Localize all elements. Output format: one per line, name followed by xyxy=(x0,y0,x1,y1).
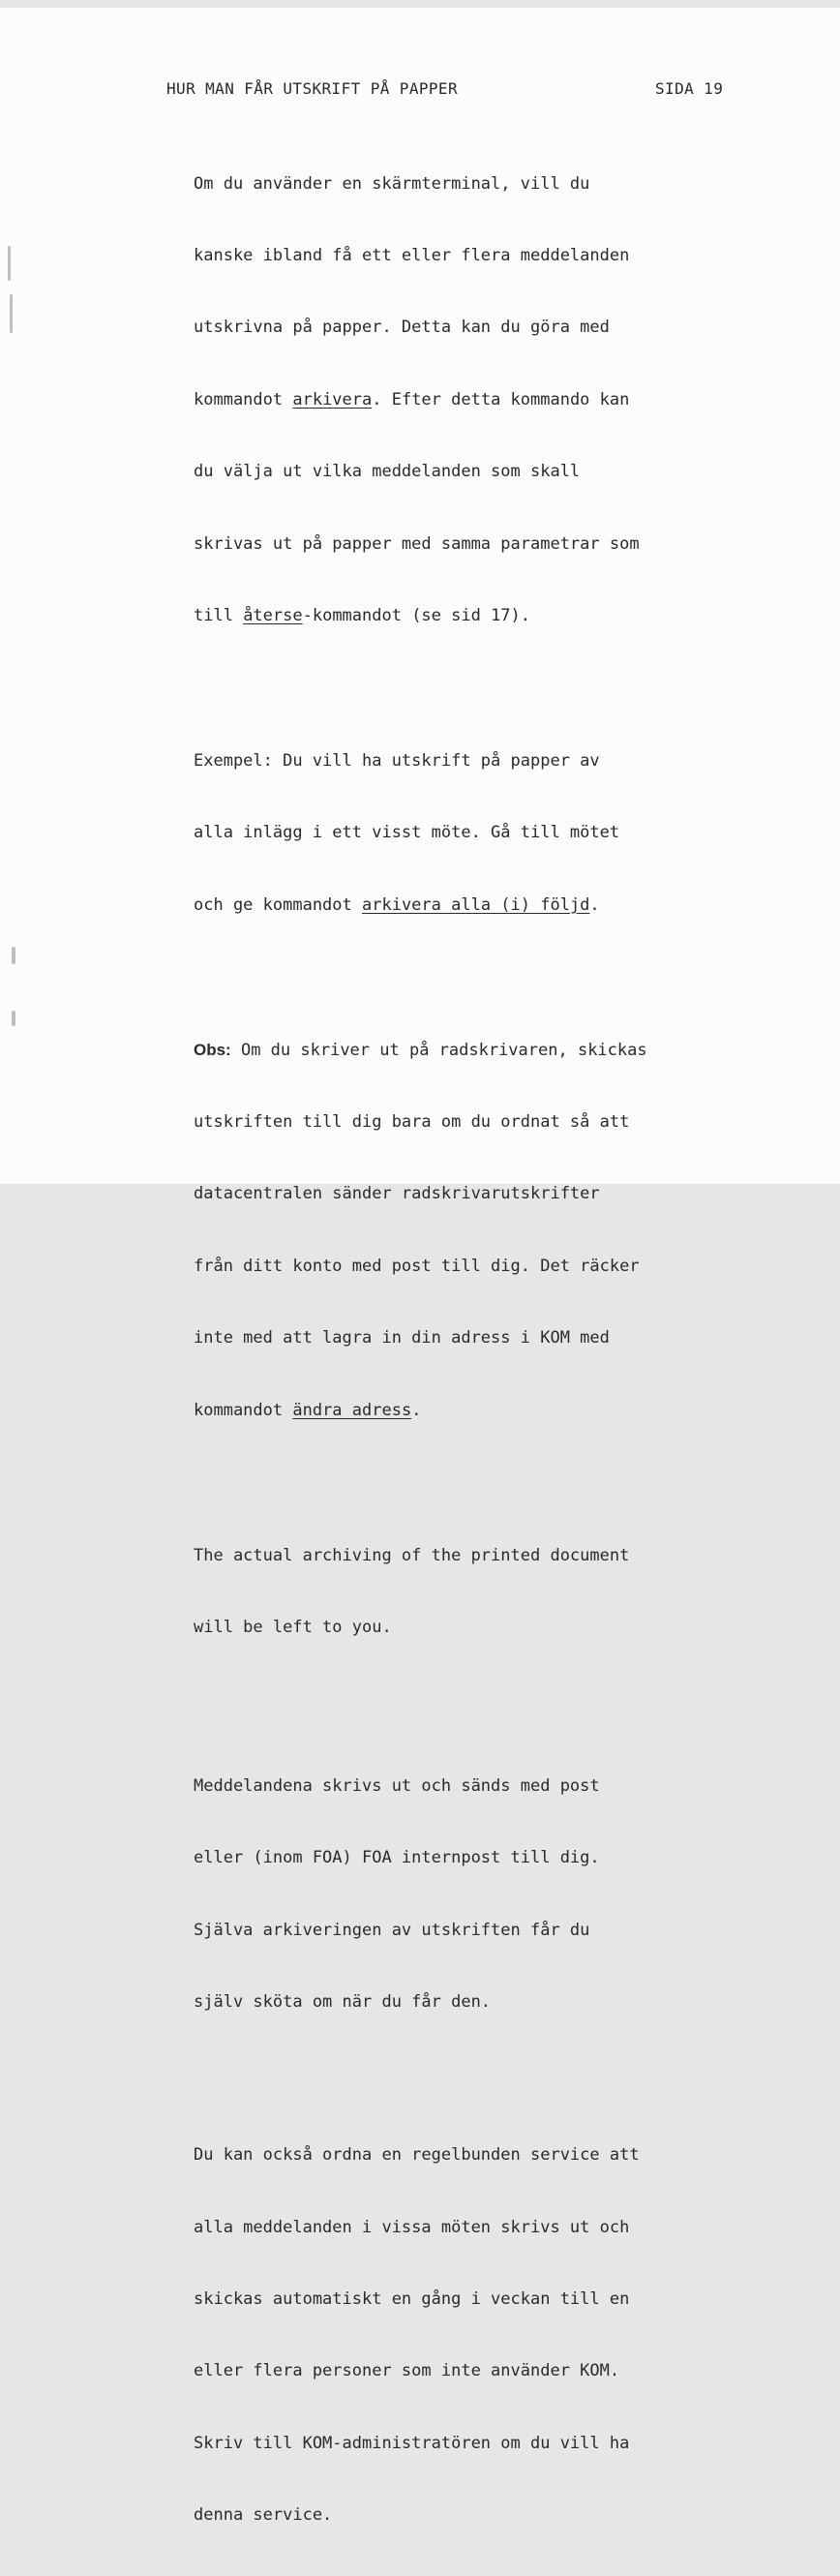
text-segment: till xyxy=(194,605,244,625)
text-line xyxy=(194,388,774,412)
text-line: utskrivna på papper. Detta kan du göra med xyxy=(194,318,610,338)
scan-artifact xyxy=(12,1011,15,1026)
note-label: Obs: xyxy=(194,1040,231,1059)
text-line: Du kan också ordna en regelbunden service att xyxy=(194,2145,640,2166)
paragraph-service xyxy=(194,2096,774,2576)
text-line: Meddelandena skrivs ut och sänds med post xyxy=(194,1776,600,1796)
text-segment: och ge kommandot xyxy=(194,894,362,915)
paragraph-intro xyxy=(194,124,774,676)
command-andra-adress: ändra adress xyxy=(292,1400,412,1420)
text-segment: Om du skriver ut på radskrivaren, skickas xyxy=(230,1040,647,1060)
text-line xyxy=(194,1399,774,1423)
text-line: The actual archiving of the printed document xyxy=(194,1545,630,1565)
text-segment: . xyxy=(411,1400,422,1420)
text-line: Själva arkiveringen av utskriften får du xyxy=(194,1920,590,1940)
paragraph-archiving-english xyxy=(194,1496,774,1687)
page-header-title: HUR MAN FÅR UTSKRIFT PÅ PAPPER xyxy=(166,79,458,98)
text-line: datacentralen sänder radskrivarutskrifter xyxy=(194,1184,600,1204)
paragraph-example xyxy=(194,701,774,965)
text-line: du välja ut vilka meddelanden som skall xyxy=(194,462,581,482)
text-line xyxy=(194,604,774,628)
text-line xyxy=(194,894,774,918)
document-page xyxy=(0,8,840,2526)
page-number: SIDA 19 xyxy=(655,79,724,98)
text-line: skrivas ut på papper med samma parametrar som xyxy=(194,533,640,554)
text-segment: . xyxy=(589,894,600,915)
text-line: eller flera personer som inte använder KOM. xyxy=(194,2361,620,2381)
command-arkivera: arkivera xyxy=(292,389,373,409)
text-segment: . Efter detta kommando kan xyxy=(372,389,630,409)
command-arkivera-alla-foljd: arkivera alla (i) följd xyxy=(362,894,590,915)
text-line: Skriv till KOM-administratören om du vill ha xyxy=(194,2433,630,2453)
text-segment: kommandot xyxy=(194,1400,293,1420)
text-line: från ditt konto med post till dig. Det räcker xyxy=(194,1256,640,1276)
text-line: skickas automatiskt en gång i veckan till en xyxy=(194,2288,630,2309)
text-line: Om du använder en skärmterminal, vill du xyxy=(194,173,590,194)
text-line: will be left to you. xyxy=(194,1618,392,1638)
text-segment: -kommandot (se sid 17). xyxy=(302,605,531,625)
command-aterse: återse xyxy=(243,605,303,625)
page-body xyxy=(194,124,774,2576)
text-segment: kommandot xyxy=(194,389,293,409)
scan-artifact xyxy=(8,246,11,281)
text-line: denna service. xyxy=(194,2505,333,2526)
paragraph-note xyxy=(194,990,774,1470)
scan-artifact xyxy=(12,947,15,964)
paragraph-delivery xyxy=(194,1726,774,2062)
text-line: eller (inom FOA) FOA internpost till dig. xyxy=(194,1848,600,1868)
text-line: inte med att lagra in din adress i KOM med xyxy=(194,1328,610,1349)
text-line: Exempel: Du vill ha utskrift på papper av xyxy=(194,750,600,771)
text-line: utskriften till dig bara om du ordnat så att xyxy=(194,1112,630,1133)
text-line xyxy=(194,1039,774,1063)
scan-artifact xyxy=(10,294,13,333)
text-line: alla meddelanden i vissa möten skrivs ut och xyxy=(194,2217,630,2237)
text-line: kanske ibland få ett eller flera meddelanden xyxy=(194,245,630,265)
text-line: alla inlägg i ett visst möte. Gå till mötet xyxy=(194,823,620,843)
text-line: själv sköta om när du får den. xyxy=(194,1992,492,2013)
